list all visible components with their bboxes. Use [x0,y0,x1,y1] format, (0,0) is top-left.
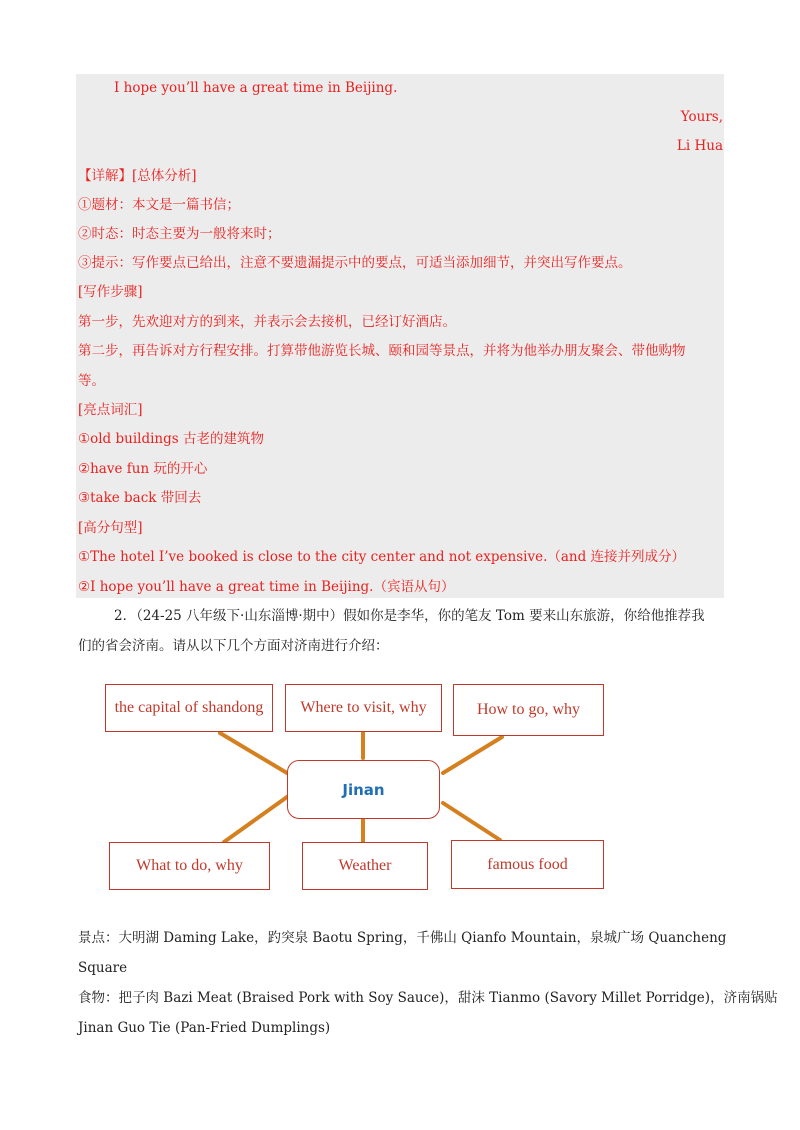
sentence-item: ①The hotel I’ve booked is close to the city center and not expensive.（and 连接并列成分） [78,549,686,565]
center-node-jinan: Jinan [287,760,440,819]
analysis-heading: 【详解】[总体分析] [78,168,197,184]
signature: Li Hua [676,138,723,154]
food-note-continued: Jinan Guo Tie (Pan-Fried Dumplings) [78,1020,331,1036]
scenic-spots-note: 景点：大明湖 Daming Lake，趵突泉 Baotu Spring，千佛山 Qianfo Mountain，泉城广场 Quancheng [78,930,727,946]
analysis-item: ③提示：写作要点已给出，注意不要遗漏提示中的要点，可适当添加细节，并突出写作要点。 [78,255,632,271]
jinan-mind-map [100,680,610,895]
connector-line [443,737,502,773]
connector-line [443,803,500,840]
topic-box-weather: Weather [302,842,428,890]
food-note: 食物：把子肉 Bazi Meat (Braised Pork with Soy Sauce)，甜沫 Tianmo (Savory Millet Porridge)，济南锅贴 [78,990,778,1006]
analysis-item: ①题材：本文是一篇书信； [78,197,240,213]
scenic-spots-note-continued: Square [78,960,128,976]
vocab-item: ①old buildings 古老的建筑物 [78,431,264,447]
topic-box-what-to-do: What to do, why [109,842,270,890]
step-one: 第一步，先欢迎对方的到来，并表示会去接机，已经订好酒店。 [78,314,456,330]
topic-box-famous-food: famous food [451,840,604,889]
sentence-heading: [高分句型] [78,520,143,536]
connector-line [224,797,287,842]
sign-off: Yours, [680,109,723,125]
vocab-item: ②have fun 玩的开心 [78,461,208,477]
topic-box-capital: the capital of shandong [105,684,273,732]
question-prompt: 2．（24-25 八年级下·山东淄博·期中）假如你是李华，你的笔友 Tom 要来山东旅游，你给他推荐我 [114,608,705,624]
step-two: 第二步，再告诉对方行程安排。打算带他游览长城、颐和园等景点，并将为他举办朋友聚会、带他购物 [78,343,686,359]
vocab-item: ③take back 带回去 [78,490,202,506]
vocab-heading: [亮点词汇] [78,402,143,418]
topic-box-how-to-go: How to go, why [453,684,604,736]
steps-heading: [写作步骤] [78,284,143,300]
topic-box-where-to-visit: Where to visit, why [285,684,442,732]
question-prompt-continued: 们的省会济南。请从以下几个方面对济南进行介绍： [78,638,389,654]
step-two-continued: 等。 [78,373,105,389]
connector-line [220,733,287,773]
answer-explanation-box [76,74,724,598]
sentence-item: ②I hope you’ll have a great time in Beijing.（宾语从句） [78,579,455,595]
closing-line: I hope you’ll have a great time in Beijing. [114,80,398,96]
analysis-item: ②时态：时态主要为一般将来时； [78,226,281,242]
